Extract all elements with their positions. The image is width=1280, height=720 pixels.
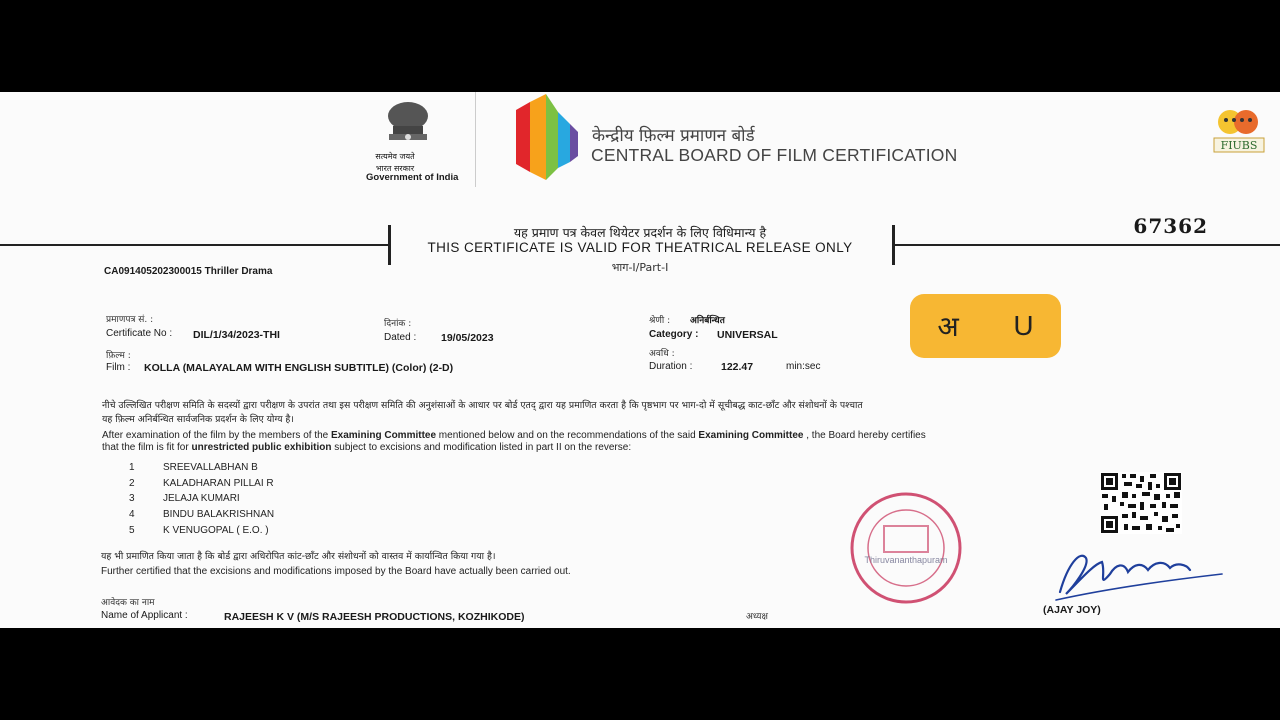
- certificate-number: DIL/1/34/2023-THI: [193, 329, 280, 341]
- certificate-label-hindi: प्रमाणपत्र सं. :: [106, 315, 154, 325]
- notice-hindi: यह प्रमाण पत्र केवल थियेटर प्रदर्शन के लिए विधिमान्य है: [513, 225, 767, 240]
- certificate-document: [0, 92, 1280, 628]
- certificate-label: Certificate No :: [106, 328, 173, 339]
- body-hindi-line2: यह फ़िल्म अनिर्बन्धित सार्वजनिक प्रदर्शन के लिए योग्य है।: [102, 414, 294, 425]
- duration-label: Duration :: [649, 361, 693, 372]
- svg-text:Thiruvananthapuram: Thiruvananthapuram: [864, 555, 948, 565]
- member-number: 2: [129, 478, 135, 489]
- notice-english: THIS CERTIFICATE IS VALID FOR THEATRICAL RELEASE ONLY: [427, 240, 853, 255]
- film-label-hindi: फ़िल्म :: [106, 351, 131, 361]
- applicant-label-hindi: आवेदक का नाम: [101, 598, 155, 608]
- member-name: KALADHARAN PILLAI R: [163, 478, 274, 489]
- header-divider: [475, 92, 476, 187]
- chairperson-label-hindi: अध्यक्ष: [746, 612, 768, 622]
- qr-code-icon: [1100, 472, 1182, 534]
- body-english-line2: that the film is fit for unrestricted public exhibition subject to excisions and modification listed in part II on the reverse:: [102, 442, 632, 453]
- cbfc-logo-icon: [508, 92, 582, 184]
- board-name-hindi: केन्द्रीय फ़िल्म प्रमाणन बोर्ड: [592, 126, 755, 146]
- rating-hindi: अ: [937, 310, 959, 343]
- member-number: 1: [129, 462, 135, 473]
- emblem-motto: सत्यमेव जयते: [375, 152, 415, 161]
- duration-value: 122.47: [721, 361, 754, 373]
- category-label: Category :: [649, 329, 699, 340]
- government-of-india: Government of India: [366, 172, 459, 183]
- applicant-name: RAJEESH K V (M/S RAJEESH PRODUCTIONS, KOZHIKODE): [224, 611, 525, 623]
- body-english-line1: After examination of the film by the members of the Examining Committee mentioned below and on the recommendations of the said Examining Committee , the Board hereby certifies: [102, 430, 926, 441]
- notice-part: भाग-I/Part-I: [611, 261, 669, 274]
- dated-value: 19/05/2023: [441, 332, 494, 344]
- duration-label-hindi: अवधि :: [649, 349, 675, 359]
- board-name-english: CENTRAL BOARD OF FILM CERTIFICATION: [591, 145, 958, 165]
- category-value: UNIVERSAL: [717, 329, 778, 341]
- emblem-hindi: भारत सरकार: [375, 164, 415, 173]
- fiubs-logo-icon: [1210, 106, 1268, 156]
- film-title: KOLLA (MALAYALAM WITH ENGLISH SUBTITLE) (Color) (2-D): [144, 362, 454, 374]
- dated-label: Dated :: [384, 332, 417, 343]
- category-label-hindi: श्रेणी :: [649, 316, 671, 326]
- member-number: 3: [129, 493, 135, 504]
- reference-code: CA091405202300015 Thriller Drama: [104, 266, 273, 277]
- serial-number: 67362: [1133, 214, 1208, 238]
- board-seal-stamp: [832, 490, 980, 606]
- body-hindi-line1: नीचे उल्लिखित परीक्षण समिति के सदस्यों द्वारा परीक्षण के उपरांत तथा इस परीक्षण समिति की अनुशंसाओं के आधार पर बोर्ड एतद् द्वारा यह प्रमाणित करता है कि पृष्ठभाग पर भाग-दो में सूचीबद्ध काट-छाँट और संशोधनों के पश्चात: [102, 400, 863, 411]
- member-number: 4: [129, 509, 135, 520]
- film-label: Film :: [106, 362, 131, 373]
- further-english: Further certified that the excisions and modifications imposed by the Board have actually been carried out.: [101, 566, 571, 577]
- category-value-hindi: अनिर्बन्धित: [690, 316, 725, 326]
- duration-unit: min:sec: [786, 361, 821, 372]
- rating-english: U: [1013, 310, 1034, 341]
- member-name: K VENUGOPAL ( E.O. ): [163, 525, 269, 536]
- national-emblem-icon: [383, 96, 433, 148]
- signature-icon: [1050, 544, 1230, 604]
- rating-badge: [910, 294, 1061, 358]
- dated-label-hindi: दिनांक :: [384, 319, 412, 329]
- member-name: SREEVALLABHAN B: [163, 462, 258, 473]
- member-name: JELAJA KUMARI: [163, 493, 240, 504]
- applicant-label: Name of Applicant :: [101, 610, 188, 621]
- signatory-name: (AJAY JOY): [1043, 604, 1101, 616]
- member-name: BINDU BALAKRISHNAN: [163, 509, 275, 520]
- member-number: 5: [129, 525, 135, 536]
- further-hindi: यह भी प्रमाणित किया जाता है कि बोर्ड द्वारा अधिरोपित कांट-छाँट और संशोधनों को वास्तव में कार्यान्वित किया गया है।: [101, 551, 496, 562]
- svg-text:FIUBS: FIUBS: [1220, 139, 1258, 152]
